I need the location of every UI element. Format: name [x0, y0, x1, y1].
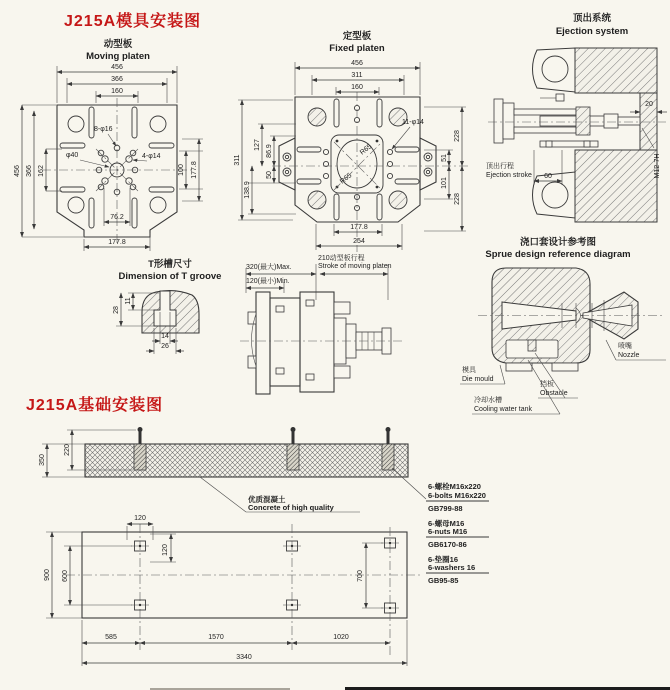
moving-platen-view	[14, 38, 203, 251]
note-4-holes: 4-φ14	[142, 153, 161, 160]
sprue-tank-en: Cooling water tank	[474, 406, 532, 413]
t-groove-title-cn: T形槽尺寸	[148, 259, 192, 270]
ejection-title-cn: 顶出系统	[572, 13, 612, 24]
note-center-hole: φ40	[66, 152, 79, 159]
anchor-bolt	[287, 427, 299, 470]
foundation-plan-view	[44, 515, 420, 666]
sprue-baffle-en: Obstacle	[540, 390, 568, 397]
sprue-nozzle-cn: 喷嘴	[618, 343, 632, 350]
fp-dim-1389: 138.9	[244, 181, 251, 199]
fp-dim-869: 86.9	[266, 144, 273, 158]
fp-dim-160: 160	[351, 84, 363, 91]
fp-radius-note-2: R65	[338, 172, 354, 186]
fs-dim-220: 220	[64, 444, 71, 456]
die-stroke-view	[240, 253, 402, 394]
sprue-title-cn: 浇口套设计参考图	[519, 237, 597, 248]
mp-dim-160-top: 160	[111, 88, 123, 95]
spec-washers-std: GB95-85	[428, 576, 459, 585]
plan-dim-700: 700	[357, 570, 364, 582]
ejection-title-en: Ejection system	[555, 26, 629, 37]
fp-note-holes: 11-φ14	[402, 119, 424, 126]
spec-nuts-en: 6-nuts M16	[428, 527, 468, 536]
spec-bolts-cn: 6-螺栓M16x220	[428, 482, 481, 491]
concrete-label-cn: 优质混凝土	[248, 495, 286, 504]
fp-dim-228-bottom: 228	[454, 193, 461, 205]
t-groove-detail	[113, 258, 221, 354]
foundation-section-view	[39, 427, 426, 512]
mp-dim-1778-right: 177.8	[191, 161, 198, 179]
plan-dim-3340: 3340	[236, 654, 252, 661]
plan-dim-120-top: 120	[134, 515, 146, 522]
sprue-title-en: Sprue design reference diagram	[485, 249, 631, 260]
spec-bolts-std: GB799-88	[428, 504, 463, 513]
spec-washers-en: 6-washers 16	[428, 563, 476, 572]
mp-dim-366-left: 366	[26, 165, 33, 177]
fixed-platen-view	[234, 30, 468, 252]
concrete-label-en: Concrete of high quality	[248, 503, 334, 512]
anchor-bolt-specs	[426, 481, 489, 585]
sv-stroke-en: Stroke of moving platen	[318, 263, 392, 270]
fs-dim-350: 350	[39, 454, 46, 466]
sprue-reference-view	[460, 236, 666, 414]
plan-dim-900: 900	[44, 569, 51, 581]
fp-radius-note-1: R65	[358, 143, 374, 157]
spec-washers-cn: 6-垫圈16	[428, 555, 459, 564]
mp-dim-762-bottom: 76.2	[110, 214, 124, 221]
tg-dim-28: 28	[113, 306, 120, 314]
fp-dim-50: 50	[266, 171, 273, 179]
ej-stroke-value: 60	[544, 173, 552, 180]
mp-dim-456-left: 456	[14, 165, 21, 177]
sprue-baffle-cn: 挡板	[540, 381, 554, 388]
moving-platen-title-cn: 动型板	[103, 39, 133, 50]
spec-nuts-cn: 6-螺母M16	[428, 519, 465, 528]
fp-dim-311-left: 311	[234, 154, 241, 166]
mp-dim-366-top: 366	[111, 76, 123, 83]
sv-stroke-cn: 210动型板行程	[318, 255, 365, 262]
concrete-block	[85, 444, 408, 477]
sprue-nozzle-en: Nozzle	[618, 352, 640, 359]
fixed-platen-title-cn: 定型板	[342, 31, 372, 42]
tg-dim-14: 14	[161, 333, 169, 340]
ej-stroke-cn: 顶出行程	[486, 163, 514, 170]
sprue-tank-cn: 冷却水槽	[474, 397, 502, 404]
mold-installation-title: J215A模具安装图	[64, 13, 202, 30]
fp-dim-311-top: 311	[351, 72, 363, 79]
anchor-bolt	[382, 427, 394, 470]
ej-thread-spec: M12-7H	[654, 153, 661, 179]
fp-dim-254: 254	[353, 238, 365, 245]
tg-dim-11: 11	[125, 297, 132, 305]
baffle-plate	[528, 340, 536, 351]
ej-stroke-en: Ejection stroke	[486, 172, 532, 179]
anchor-bolt	[134, 427, 146, 470]
plan-dim-1570: 1570	[208, 634, 224, 641]
sprue-die-en: Die mould	[462, 376, 494, 383]
sv-min-label: 120(最小)Min.	[246, 278, 290, 285]
mp-dim-456-top: 456	[111, 64, 123, 71]
moving-platen-title-en: Moving platen	[86, 51, 150, 62]
tg-dim-26: 26	[161, 343, 169, 350]
foundation-installation-title: J215A基础安装图	[26, 397, 164, 414]
mp-dim-162-left: 162	[38, 165, 45, 177]
ej-dim-20: 20	[645, 101, 653, 108]
plan-dim-120-side: 120	[162, 544, 169, 556]
sv-max-label: 320(最大)Max.	[246, 264, 292, 271]
t-groove-title-en: Dimension of T groove	[118, 271, 222, 282]
mp-dim-100-right: 100	[178, 164, 185, 176]
fp-dim-101: 101	[441, 177, 448, 189]
plan-dim-585: 585	[105, 634, 117, 641]
fp-dim-1778: 177.8	[350, 224, 368, 231]
fp-dim-456: 456	[351, 60, 363, 67]
ejection-system-view	[486, 12, 667, 222]
fp-dim-51: 51	[441, 154, 448, 162]
plan-dim-1020: 1020	[333, 634, 349, 641]
sprue-die-cn: 模具	[462, 367, 476, 374]
fp-dim-228-top: 228	[454, 130, 461, 142]
fixed-platen-title-en: Fixed platen	[329, 43, 385, 54]
note-8-holes: 8-φ16	[94, 126, 113, 133]
spec-nuts-std: GB6170-86	[428, 540, 467, 549]
fp-dim-127: 127	[254, 139, 261, 151]
plan-dim-600: 600	[62, 570, 69, 582]
spec-bolts-en: 6-bolts M16x220	[428, 491, 486, 500]
mp-dim-1778-bottom: 177.8	[108, 239, 126, 246]
